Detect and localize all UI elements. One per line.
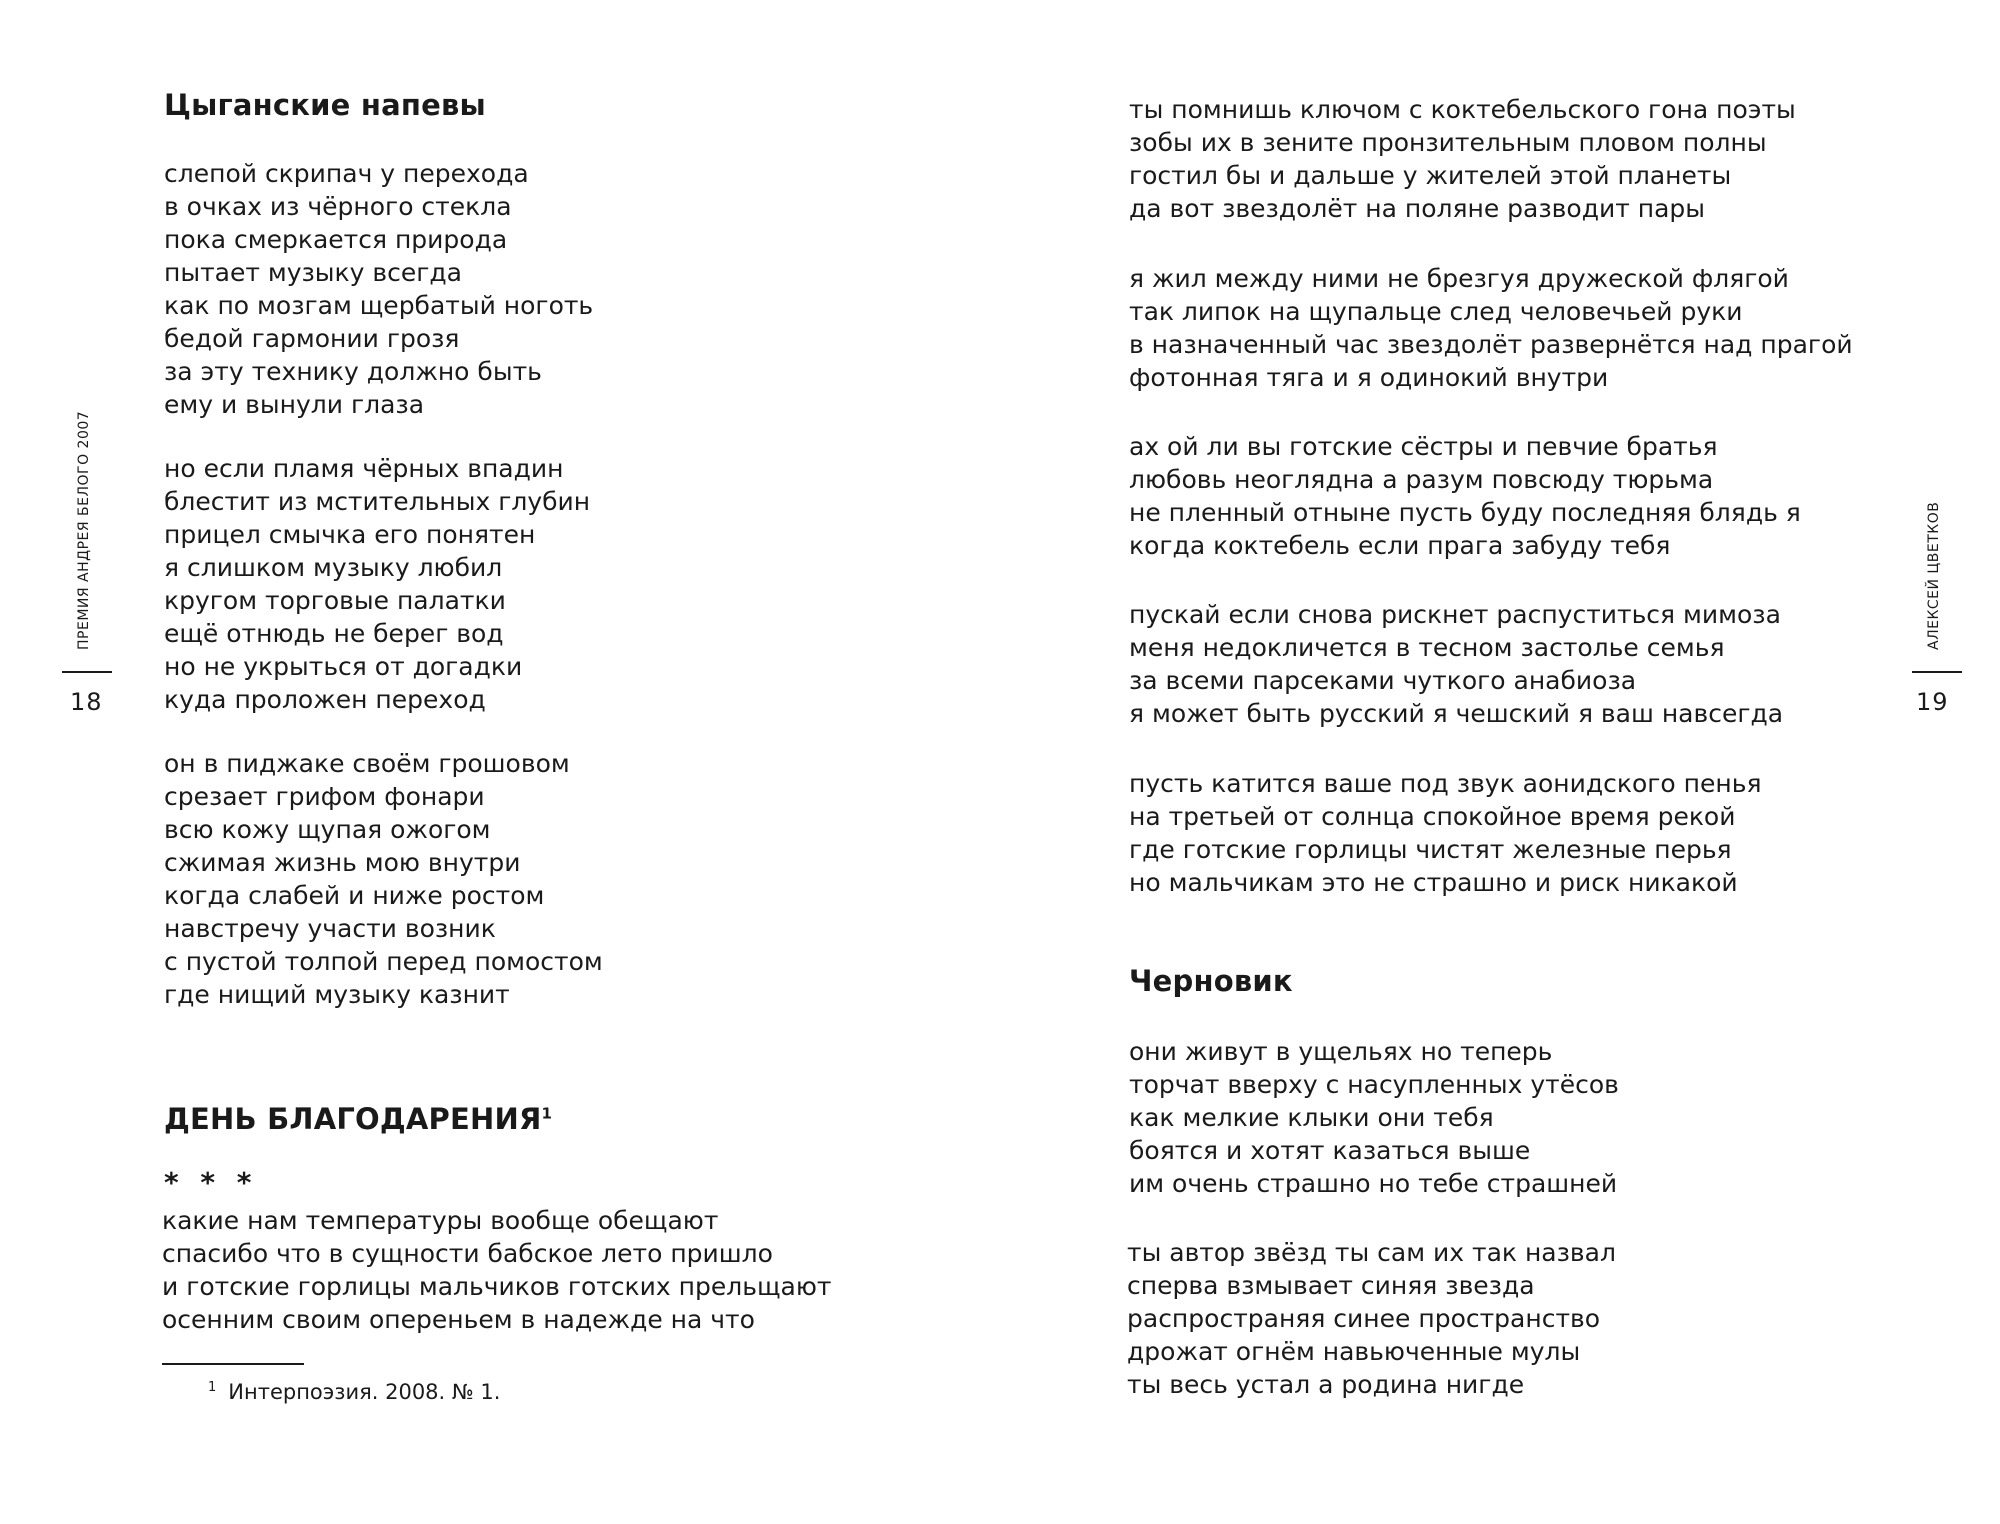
stanza — [1129, 598, 1783, 730]
poem-line: пусть катится ваше под звук аонидского пенья — [1129, 769, 1762, 798]
poem-line: прицел смычка его понятен — [164, 520, 536, 549]
poem-line: в очках из чёрного стекла — [164, 192, 512, 221]
footnote-text: Интерпоэзия. 2008. № 1. — [228, 1380, 501, 1404]
poem-line: распространяя синее пространство — [1127, 1304, 1601, 1333]
stanza — [1129, 262, 1853, 394]
poem-line: бедой гармонии грозя — [164, 324, 460, 353]
poem-line: пока смеркается природа — [164, 225, 508, 254]
poem-line: ты помнишь ключом с коктебельского гона поэты — [1129, 95, 1796, 124]
poem-line: где готские горлицы чистят железные перья — [1129, 835, 1732, 864]
poem-line: я жил между ними не брезгуя дружеской флягой — [1129, 264, 1789, 293]
poem-line: осенним своим опереньем в надежде на что — [162, 1305, 755, 1334]
stanza — [164, 452, 590, 716]
poem-line: гостил бы и дальше у жителей этой планеты — [1129, 161, 1732, 190]
poem-line: кругом торговые палатки — [164, 586, 506, 615]
poem-line: сперва взмывает синяя звезда — [1127, 1271, 1535, 1300]
poem-line: они живут в ущельях но теперь — [1129, 1037, 1553, 1066]
stanza — [1129, 767, 1762, 899]
poem-line: когда слабей и ниже ростом — [164, 881, 545, 910]
section-title-text: ДЕНЬ БЛАГОДАРЕНИЯ — [164, 1102, 542, 1136]
poem-line: и готские горлицы мальчиков готских прельщают — [162, 1272, 832, 1301]
poem-line: ах ой ли вы готские сёстры и певчие братья — [1129, 432, 1718, 461]
poem-line: фотонная тяга и я одинокий внутри — [1129, 363, 1609, 392]
poem-line: я может быть русский я чешский я ваш навсегда — [1129, 699, 1784, 728]
poem-line: как мелкие клыки они тебя — [1129, 1103, 1494, 1132]
poem-line: пускай если снова рискнет распуститься мимоза — [1129, 600, 1781, 629]
poem-line: всю кожу щупая ожогом — [164, 815, 491, 844]
poem-line: но не укрыться от догадки — [164, 652, 523, 681]
footnote-mark: 1 — [208, 1380, 217, 1395]
poem-line: за эту технику должно быть — [164, 357, 542, 386]
poem-line: им очень страшно но тебе страшней — [1129, 1169, 1618, 1198]
poem-line: зобы их в зените пронзительным пловом полны — [1129, 128, 1767, 157]
section-title-den-blagodareniya — [164, 1102, 552, 1136]
poem-line: не пленный отныне пусть буду последняя блядь я — [1129, 498, 1801, 527]
footnote — [208, 1380, 500, 1404]
poem-line: как по мозгам щербатый ноготь — [164, 291, 594, 320]
stanza — [164, 157, 593, 421]
poem-line: куда проложен переход — [164, 685, 486, 714]
poem-line: но мальчикам это не страшно и риск никакой — [1129, 868, 1738, 897]
poem-line: за всеми парсеками чуткого анабиоза — [1129, 666, 1637, 695]
poem-line: ты автор звёзд ты сам их так назвал — [1127, 1238, 1616, 1267]
poem-line: так липок на щупальце след человечьей руки — [1129, 297, 1743, 326]
poem-line: боятся и хотят казаться выше — [1129, 1136, 1531, 1165]
poem-line: на третьей от солнца спокойное время рекой — [1129, 802, 1736, 831]
running-head-author: АЛЕКСЕЙ ЦВЕТКОВ — [1926, 501, 1942, 650]
poem-line: пытает музыку всегда — [164, 258, 462, 287]
poem-line: в назначенный час звездолёт развернётся над прагой — [1129, 330, 1853, 359]
poem-line: ещё отнюдь не берег вод — [164, 619, 504, 648]
poem-line: он в пиджаке своём грошовом — [164, 749, 570, 778]
stanza — [164, 747, 603, 1011]
right-page — [1000, 0, 2000, 1524]
running-head-award: ПРЕМИЯ АНДРЕЯ БЕЛОГО 2007 — [76, 410, 92, 650]
poem-line: спасибо что в сущности бабское лето пришло — [162, 1239, 773, 1268]
page-number-rule — [1912, 671, 1962, 673]
page-number-rule — [62, 671, 112, 673]
page-number: 19 — [1916, 688, 1949, 716]
poem-line: торчат вверху с насупленных утёсов — [1129, 1070, 1619, 1099]
poem-line: слепой скрипач у перехода — [164, 159, 529, 188]
poem-line: но если пламя чёрных впадин — [164, 454, 564, 483]
footnote-reference: 1 — [541, 1104, 553, 1123]
poem-line: меня недокличется в тесном застолье семья — [1129, 633, 1725, 662]
poem-line: где нищий музыку казнит — [164, 980, 510, 1009]
asterism: * * * — [164, 1166, 258, 1199]
poem-line: блестит из мстительных глубин — [164, 487, 591, 516]
page-number: 18 — [70, 688, 103, 716]
poem-line: любовь неоглядна а разум повсюду тюрьма — [1129, 465, 1714, 494]
stanza — [1129, 1035, 1619, 1200]
poem-line: ты весь устал а родина нигде — [1127, 1370, 1525, 1399]
poem-title-chernovik: Черновик — [1129, 964, 1293, 998]
poem-line: когда коктебель если прага забуду тебя — [1129, 531, 1671, 560]
footnote-divider — [162, 1363, 304, 1365]
poem-line: с пустой толпой перед помостом — [164, 947, 603, 976]
stanza — [1129, 430, 1801, 562]
stanza — [1127, 1236, 1616, 1401]
poem-line: я слишком музыку любил — [164, 553, 503, 582]
poem-line: срезает грифом фонари — [164, 782, 485, 811]
poem-line: какие нам температуры вообще обещают — [162, 1206, 719, 1235]
poem-line: да вот звездолёт на поляне разводит пары — [1129, 194, 1706, 223]
stanza — [1129, 93, 1796, 225]
poem-title-tsyganskie-napevy: Цыганские напевы — [164, 88, 486, 122]
stanza — [162, 1204, 831, 1336]
poem-line: ему и вынули глаза — [164, 390, 425, 419]
poem-line: дрожат огнём навьюченные мулы — [1127, 1337, 1581, 1366]
poem-line: навстречу участи возник — [164, 914, 496, 943]
poem-line: сжимая жизнь мою внутри — [164, 848, 521, 877]
